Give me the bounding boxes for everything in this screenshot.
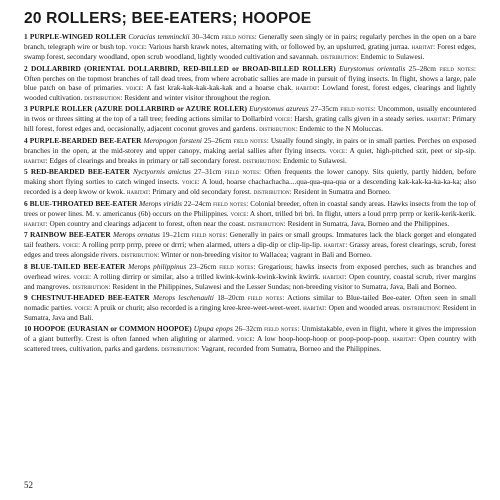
species-number: 6 [24, 198, 28, 208]
species-entry [24, 293, 476, 322]
scientific-name: Merops philippinus [128, 261, 187, 271]
section-text: Grassy areas, forest clearings, scrub, forest edges and trees alongside rivers. [24, 240, 476, 260]
section-label: field notes: [191, 232, 228, 240]
section-label: field notes: [221, 34, 257, 41]
section-text: Often frequents the lower canopy. Sits quietly, partly hidden, before making short flying sorties to catch winged insects. [24, 167, 476, 187]
section-label: habitat: [295, 84, 320, 92]
section-text: Open country and clearings adjacent to forest, often near the coast. [49, 218, 246, 228]
section-label: habitat: [323, 242, 348, 250]
section-text: Actions similar to Blue-tailed Bee-eater. Often seen in small nomadic parties. [24, 293, 476, 313]
section-label: field notes: [340, 106, 376, 114]
section-label: distribution: [259, 126, 298, 134]
section-text: Resident in the Philippines, Sulawesi and the Lesser Sundas; non-breeding visitor to Sumatra, Java, Bali and Borneo. [112, 281, 457, 291]
scientific-name: Eurystomus azureus [249, 104, 309, 114]
section-text: A short, trilled bri bri. In flight, utters a loud prrrp prrrp or kerik-kerik-kerik. [249, 208, 477, 218]
section-text: Forest edges, swamp forest, secondary woodland, open scrub woodland, lightly wooded cultivation and savannah. [24, 42, 476, 62]
species-size: 27–31cm [194, 167, 222, 177]
section-label: voice: [74, 305, 93, 313]
section-text: Gregarious; hawks insects from exposed perches, such as branches and overhead wires. [24, 261, 477, 281]
section-label: habitat: [303, 305, 327, 313]
section-text: Resident in Sumatra and Borneo. [293, 187, 391, 197]
section-text: Resident and winter visitor throughout the region. [124, 92, 271, 102]
section-label: distribution: [72, 283, 111, 291]
section-text: Generally in pairs or small groups. Immatures lack the black gorget and elongated tail feathers. [24, 230, 476, 250]
species-entry [24, 167, 476, 197]
section-text: Endemic to Sulawesi. [360, 52, 425, 62]
species-entry [24, 136, 476, 166]
section-label: distribution: [247, 220, 286, 228]
section-label: habitat: [126, 189, 151, 197]
species-size: 27–35cm [310, 104, 339, 114]
section-label: habitat: [426, 116, 451, 124]
section-label: field notes: [264, 325, 300, 333]
section-label: voice: [125, 84, 144, 92]
species-number: 9 [24, 293, 28, 303]
section-label: field notes: [219, 263, 256, 271]
species-number: 8 [24, 261, 28, 271]
species-size: 22–24cm [183, 198, 212, 208]
section-label: voice: [62, 242, 81, 250]
species-name: HOOPOE (EURASIAN or COMMON HOOPOE) [33, 323, 192, 333]
species-size: 25–28cm [408, 63, 437, 73]
species-number: 2 [24, 63, 28, 73]
section-text: Various harsh krawk notes, alternating with, or followed by, an upslurred, grating jurraa. [148, 42, 410, 52]
section-text: Open country, coastal scrub, river margins and mangroves. [24, 271, 477, 291]
section-label: voice: [129, 44, 147, 52]
page-heading: 20 ROLLERS; BEE-EATERS; HOOPOE [24, 10, 312, 27]
scientific-name: Upupa epops [193, 323, 233, 333]
species-entries [24, 32, 476, 354]
section-label: distribution: [402, 305, 441, 313]
scientific-name: Nyctyornis amictus [133, 167, 191, 177]
section-label: habitat: [411, 44, 436, 52]
section-label: distribution: [242, 157, 282, 165]
page-number: 52 [24, 480, 33, 490]
section-text: Often perches on the topmost branches of tall dead trees, from where acrobatic sallies are made in pursuit of flying insects. In flight, shows a large, pale blue patch on base of primaries. [24, 73, 476, 92]
section-label: voice: [329, 147, 348, 155]
section-text: Primary hill forest, forest edges and, occasionally, adjacent coconut groves and gardens. [24, 114, 476, 134]
section-text: Vagrant, recorded from Sumatra, Borneo and the Philippines. [201, 343, 382, 353]
scientific-name: Coracias temminckii [128, 32, 190, 41]
section-text: Open and wooded areas. [328, 303, 401, 313]
section-label: habitat: [24, 157, 48, 165]
species-size: 25–26cm [204, 135, 232, 145]
scientific-name: Merops leschenaulti [153, 293, 214, 303]
section-label: voice: [73, 273, 92, 281]
section-text: Generally seen singly or in pairs; regularly perches in the open on a bare branch, telegraph wire or bush top. [24, 32, 477, 52]
species-size: 30–34cm [191, 32, 220, 41]
species-entry [24, 32, 476, 62]
section-text: Edges of clearings and breaks in primary or tall secondary forest. [49, 155, 242, 165]
section-text: A fast krak-kak-kak-kak-kak and a hoarse chak. [146, 82, 293, 92]
species-name: RED-BEARDED BEE-EATER [30, 167, 130, 177]
species-entry [24, 199, 476, 229]
species-name: PURPLE-WINGED ROLLER [29, 32, 127, 41]
species-size: 23–26cm [189, 261, 217, 271]
section-text: A quiet, high-pitched szit, peet or sip-sip. [349, 145, 477, 155]
species-number: 7 [24, 230, 28, 240]
section-label: voice: [236, 335, 255, 343]
scientific-name: Meropogon forsteni [143, 135, 202, 145]
species-name: BLUE-TAILED BEE-EATER [30, 261, 126, 271]
species-name: CHESTNUT-HEADED BEE-EATER [30, 293, 150, 303]
section-text: A pruik or churit; also recorded is a ringing kree-kree-weet-weet-weet. [93, 303, 302, 313]
scientific-name: Eurystomus orientalis [339, 63, 406, 73]
section-label: distribution: [121, 252, 160, 260]
section-label: voice: [274, 116, 293, 124]
species-number: 5 [24, 167, 28, 177]
species-entry [24, 262, 476, 292]
section-text: Colonial breeder, often in coastal sandy areas. Hawks insects from the top of trees or power lines. M. v. americanus (6b) occurs on the Philippines. [24, 198, 476, 218]
species-name: DOLLARBIRD (ORIENTAL DOLLARBIRD, RED-BILLED or BROAD-BILLED ROLLER) [31, 63, 336, 73]
section-text: A rolling prrrp prrrp, preee or drrri; when alarmed, utters a dip-dip or clip-lip-lip. [81, 240, 322, 250]
species-entry [24, 64, 476, 103]
section-label: field notes: [247, 295, 285, 303]
scientific-name: Merops ornatus [113, 230, 160, 240]
species-number: 4 [24, 135, 28, 145]
species-name: RAINBOW BEE-EATER [29, 230, 111, 240]
section-text: Open country with scattered trees, cultivation, parks and gardens. [24, 333, 477, 353]
section-text: Winter or non-breeding visitor to Wallacea; vagrant in Bali and Borneo. [161, 250, 372, 260]
section-label: voice: [181, 179, 200, 187]
section-text: Primary and old secondary forest. [152, 187, 252, 197]
species-name: PURPLE-BEARDED BEE-EATER [29, 135, 142, 145]
section-text: Endemic to the N Moluccas. [299, 124, 383, 134]
section-label: distribution: [253, 189, 292, 197]
scientific-name: Merops viridis [139, 198, 182, 208]
section-text: Unmistakable, even in flight, where it gives the impression of a giant butterfly. Crest is often fanned when alighting or alarmed. [24, 323, 477, 343]
species-number: 1 [24, 32, 28, 41]
section-text: A low hoop-hoop-hoop or poop-poop-poop. [257, 333, 390, 343]
species-entry [24, 104, 476, 134]
species-name: PURPLE ROLLER (AZURE DOLLARBIRD or AZURE ROLLER) [29, 104, 247, 114]
section-label: distribution: [161, 345, 200, 353]
section-label: habitat: [24, 220, 48, 228]
section-text: Endemic to Sulawesi. [282, 155, 347, 165]
section-label: field notes: [439, 65, 476, 73]
section-text: Harsh, grating calls given in a steady series. [294, 114, 425, 124]
section-text: A rolling dirrirp or similar, also a trilled kwink-kwink-kwink-kwink kwirrk. [93, 271, 321, 281]
section-text: Lowland forest, forest edges, clearings and lightly wooded cultivation. [24, 82, 476, 102]
species-size: 19–21cm [162, 230, 190, 240]
section-text: Resident in Sumatra, Java and Bali. [24, 303, 476, 323]
section-text: Usually found singly, in pairs or in small parties. Perches on exposed branches in the open, at the mid-storey and upper canopy, making aerial sallies after flying insects. [24, 135, 477, 155]
section-label: field notes: [233, 137, 269, 145]
species-entry [24, 324, 476, 354]
section-label: habitat: [322, 273, 347, 281]
species-size: 26–32cm [234, 323, 263, 333]
species-name: BLUE-THROATED BEE-EATER [29, 198, 138, 208]
species-entry [24, 230, 476, 260]
section-label: voice: [230, 210, 249, 218]
section-label: field notes: [213, 200, 249, 208]
section-label: distribution: [320, 54, 359, 62]
species-number: 3 [24, 104, 28, 114]
section-label: habitat: [392, 335, 417, 343]
section-text: Resident in Sumatra, Java, Borneo and the Philippines. [287, 218, 450, 228]
section-text: A loud, hoarse chachachacha....qua-qua-qua-qua or a descending kak-kak-ka-ka-ka-ka; also recorded is a deep kwow or kwok. [24, 177, 477, 197]
section-text: Uncommon, usually encountered in twos or threes sitting at the top of a tall tree; feeding actions similar to Dollarbird [24, 104, 477, 124]
section-label: field notes: [224, 169, 262, 177]
section-label: distribution: [84, 94, 123, 102]
species-number: 10 [24, 323, 32, 333]
species-size: 18–20cm [217, 293, 245, 303]
